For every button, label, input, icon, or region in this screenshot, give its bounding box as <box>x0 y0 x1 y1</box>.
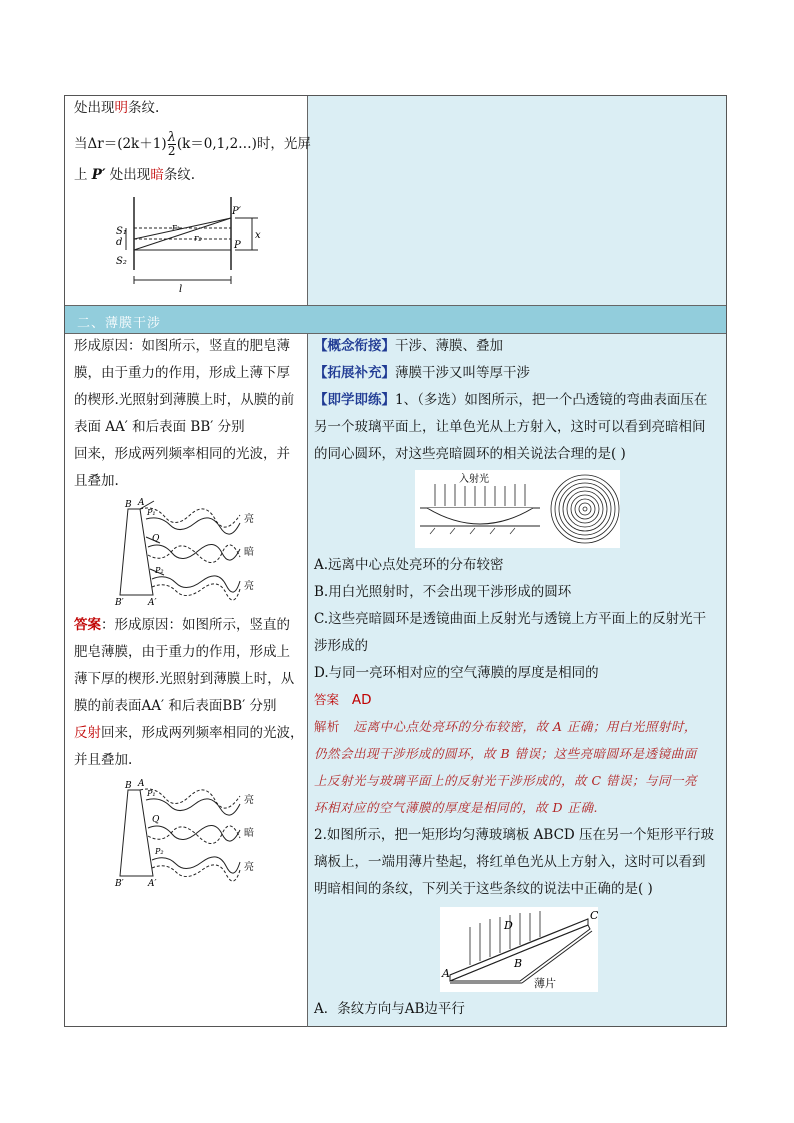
soap-film-diagram <box>110 497 260 609</box>
label-a: A <box>138 779 145 789</box>
label-r2: r₂ <box>194 234 202 244</box>
question-line: 璃板上，一端用薄片垫起，将红单色光从上方射入，这时可以看到 <box>314 854 706 870</box>
label-pprime: P′ <box>232 206 241 217</box>
question-line: 【即学即练】1、（多选）如图所示，把一个凸透镜的弯曲表面压在 <box>314 392 708 408</box>
wedge-plate-figure <box>440 907 598 992</box>
label-l: l <box>179 284 183 295</box>
label-bright: 亮 <box>244 862 254 873</box>
newton-rings-figure <box>415 470 620 548</box>
text-line: 处出现明条纹. <box>74 100 160 116</box>
question-line: 2.如图所示，把一矩形均匀薄玻璃板 ABCD 压在另一个矩形平行玻 <box>314 827 715 843</box>
double-slit-diagram <box>108 192 273 297</box>
label-s2: S₂ <box>116 256 127 267</box>
label-a: A <box>138 498 145 508</box>
concept-line: 【概念衔接】干涉、薄膜、叠加 <box>314 338 503 354</box>
label-q: Q <box>152 534 160 544</box>
label-bright: 亮 <box>244 514 254 525</box>
label-bprime: B′ <box>115 598 124 608</box>
incident-light-label: 入射光 <box>459 474 489 485</box>
formula-line: 当Δr＝(2k＋1) $\frac{\lambda}{2}$ (k＝0,1,2…)时，光屏 <box>74 130 311 158</box>
explanation-line: 解析 远离中心点处亮环的分布较密，故 A 正确；用白光照射时， <box>314 719 697 734</box>
label-p1: P₁ <box>147 789 156 798</box>
label-s1: S₁ <box>116 226 127 237</box>
top-right-cell <box>308 96 726 305</box>
label-aprime: A′ <box>148 879 157 889</box>
label-x: x <box>255 230 261 241</box>
section-header <box>65 305 726 334</box>
label-b: B <box>125 781 132 791</box>
label-c: C <box>590 909 598 922</box>
pad-label: 薄片 <box>534 977 556 990</box>
label-dark: 暗 <box>244 547 254 558</box>
column-divider <box>307 334 308 1027</box>
para-line: 的楔形.光照射到薄膜上时，从膜的前 <box>74 392 295 408</box>
explanation-line: 上反射光与玻璃平面上的反射光干涉形成的，故 C 错误；与同一亮 <box>314 773 698 788</box>
explanation-line: 环相对应的空气薄膜的厚度是相同的，故 D 正确. <box>314 800 598 815</box>
label-q: Q <box>152 815 160 825</box>
para-line: 且叠加. <box>74 473 119 489</box>
label-p1: P₁ <box>147 508 156 517</box>
option-d: D.与同一亮环相对应的空气薄膜的厚度是相同的 <box>314 665 599 681</box>
label-p: P <box>234 240 241 251</box>
para-line: 膜，由于重力的作用，形成上薄下厚 <box>74 365 290 381</box>
extension-line: 【拓展补充】薄膜干涉又叫等厚干涉 <box>314 365 530 381</box>
text-line: 上 P′ 处出现暗条纹. <box>74 167 196 183</box>
question-line: 明暗相间的条纹，下列关于这些条纹的说法中正确的是( ) <box>314 881 653 897</box>
option-a: A．条纹方向与AB边平行 <box>314 1001 465 1017</box>
para-line: 形成原因：如图所示，竖直的肥皂薄 <box>74 338 290 354</box>
option-c: 涉形成的 <box>314 638 368 654</box>
label-aprime: A′ <box>148 598 157 608</box>
answer-line: 膜的前表面AA′ 和后表面BB′ 分别 <box>74 698 277 714</box>
section-title: 二、薄膜干涉 <box>77 316 162 331</box>
label-r1: r₁ <box>172 223 180 233</box>
answer-line: 反射回来，形成两列频率相同的光波， <box>74 725 304 741</box>
para-line: 回来，形成两列频率相同的光波，并 <box>74 446 290 462</box>
label-b: B <box>125 500 132 510</box>
answer-line: 薄下厚的楔形.光照射到薄膜上时，从 <box>74 671 295 687</box>
label-bprime: B′ <box>115 879 124 889</box>
column-divider <box>307 96 308 305</box>
label-dark: 暗 <box>244 828 254 839</box>
soap-film-diagram-2 <box>110 778 260 890</box>
answer-line: 答案 AD <box>314 692 372 708</box>
label-a: A <box>442 967 450 980</box>
option-a: A.远离中心点处亮环的分布较密 <box>314 557 504 573</box>
label-b: B <box>514 957 523 970</box>
option-c: C.这些亮暗圆环是透镜曲面上反射光与透镜上方平面上的反射光干 <box>314 611 707 627</box>
label-d: d <box>116 237 123 248</box>
label-bright: 亮 <box>244 581 254 592</box>
label-d: D <box>504 919 513 932</box>
para-line: 表面 AA′ 和后表面 BB′ 分别 <box>74 419 245 435</box>
label-bright: 亮 <box>244 795 254 806</box>
explanation-line: 仍然会出现干涉形成的圆环，故 B 错误；这些亮暗圆环是透镜曲面 <box>314 746 697 761</box>
answer-line: 答案：形成原因：如图所示，竖直的 <box>74 617 290 633</box>
option-b: B.用白光照射时，不会出现干涉形成的圆环 <box>314 584 572 600</box>
label-p2: P₂ <box>155 847 164 856</box>
label-p2: P₂ <box>155 566 164 575</box>
question-line: 的同心圆环，对这些亮暗圆环的相关说法合理的是( ) <box>314 446 626 462</box>
answer-line: 并且叠加. <box>74 752 133 768</box>
question-line: 另一个玻璃平面上，让单色光从上方射入，这时可以看到亮暗相间 <box>314 419 706 435</box>
answer-line: 肥皂薄膜，由于重力的作用，形成上 <box>74 644 290 660</box>
